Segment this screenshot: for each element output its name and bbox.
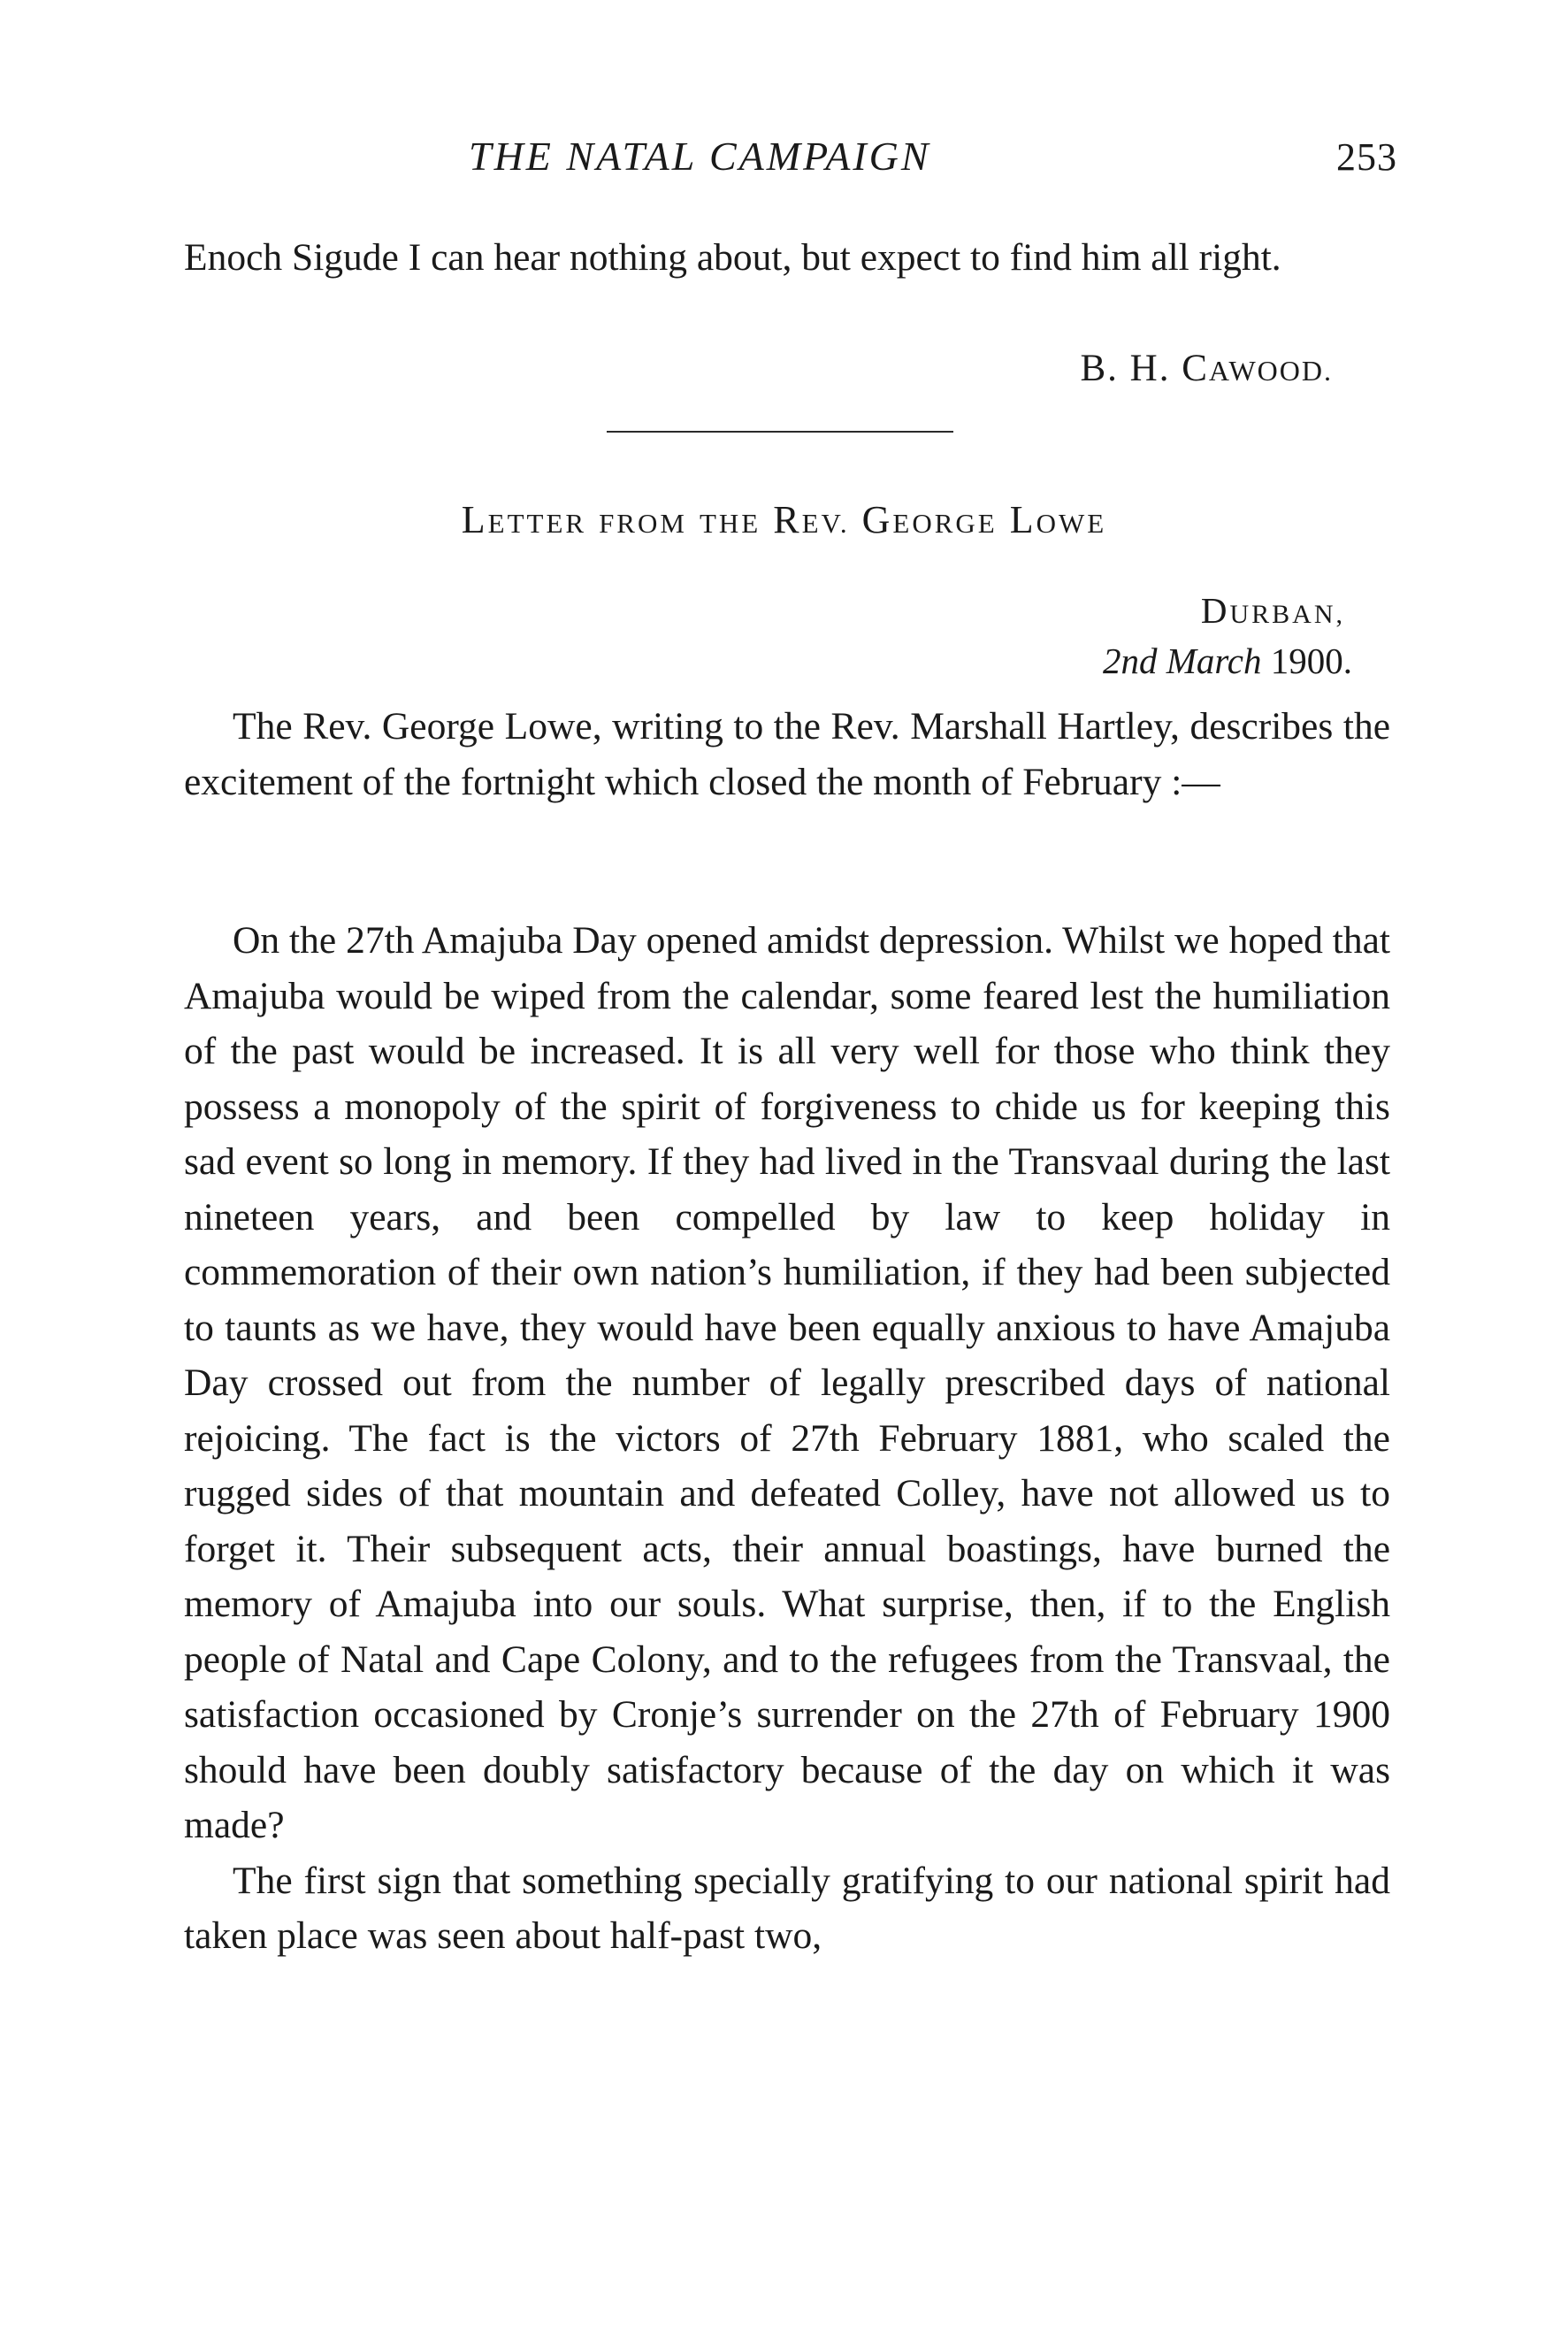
heading-letter-cap: L [461, 498, 488, 541]
heading-george-rest: EORGE [892, 508, 998, 539]
body-paragraph-1: On the 27th Amajuba Day opened amidst depression. Whilst we hoped that Amajuba would be wiped from the calendar, some feared lest the humiliation of the past would be increased. It is all very well for those who think they possess a monopoly of the spirit of forgiveness to chide us for keeping this sad event so long in memory. If they had lived in the Transvaal during the last nineteen years, and been compelled by law to keep holiday in commemoration of their own nation’s humiliation, if they had been subjected to taunts as we have, they would have been equally anxious to have Amajuba Day crossed out from the number of legally prescribed days of national rejoicing. The fact is the victors of 27th February 1881, who scaled the rugged sides of that mountain and defeated Colley, have not allowed us to forget it. Their subsequent acts, their annual boastings, have burned the memory of Amajuba into our souls. What surprise, then, if to the English people of Natal and Cape Colony, and to the refugees from the Transvaal, the satisfaction occasioned by Cronje’s surrender on the 27th of February 1900 should have been doubly satisfactory because of the day on which it was made? [184, 919, 1390, 1846]
letter-body [184, 913, 1390, 1964]
intro-text: The Rev. George Lowe, writing to the Rev. Marshall Hartley, describes the excitement of the fortnight which closed the month of February :— [184, 705, 1390, 803]
heading-george-cap: G [861, 498, 893, 541]
section-divider [607, 431, 953, 433]
running-title: THE NATAL CAMPAIGN [469, 134, 931, 179]
heading-rev-cap: R [773, 498, 802, 541]
running-head [177, 133, 1397, 195]
intro-paragraph [184, 699, 1390, 809]
place-cap: D [1200, 590, 1230, 631]
heading-the: THE [699, 508, 761, 539]
date-day-month: 2nd March [1102, 640, 1262, 681]
page-number: 253 [1336, 135, 1397, 179]
letter-date [1103, 640, 1352, 682]
letter-place [1201, 589, 1345, 632]
date-year: 1900. [1270, 640, 1352, 681]
heading-lowe-cap: L [1009, 498, 1036, 541]
place-rest: URBAN, [1229, 600, 1345, 629]
heading-lowe-rest: OWE [1036, 508, 1107, 539]
heading-from: FROM [599, 508, 687, 539]
signature-initials: B. H. C [1080, 348, 1209, 389]
body-paragraph-2: The first sign that something specially gratifying to our national spirit had taken place was seen about half-past two, [184, 1859, 1390, 1957]
heading-rev-rest: EV. [801, 508, 850, 539]
signature [1081, 347, 1334, 390]
letter-heading [0, 497, 1568, 542]
signature-surname-rest: AWOOD. [1208, 355, 1333, 387]
opening-paragraph [184, 230, 1390, 286]
heading-letter-rest: ETTER [487, 508, 587, 539]
opening-text: Enoch Sigude I can hear nothing about, but expect to find him all right. [184, 236, 1281, 279]
